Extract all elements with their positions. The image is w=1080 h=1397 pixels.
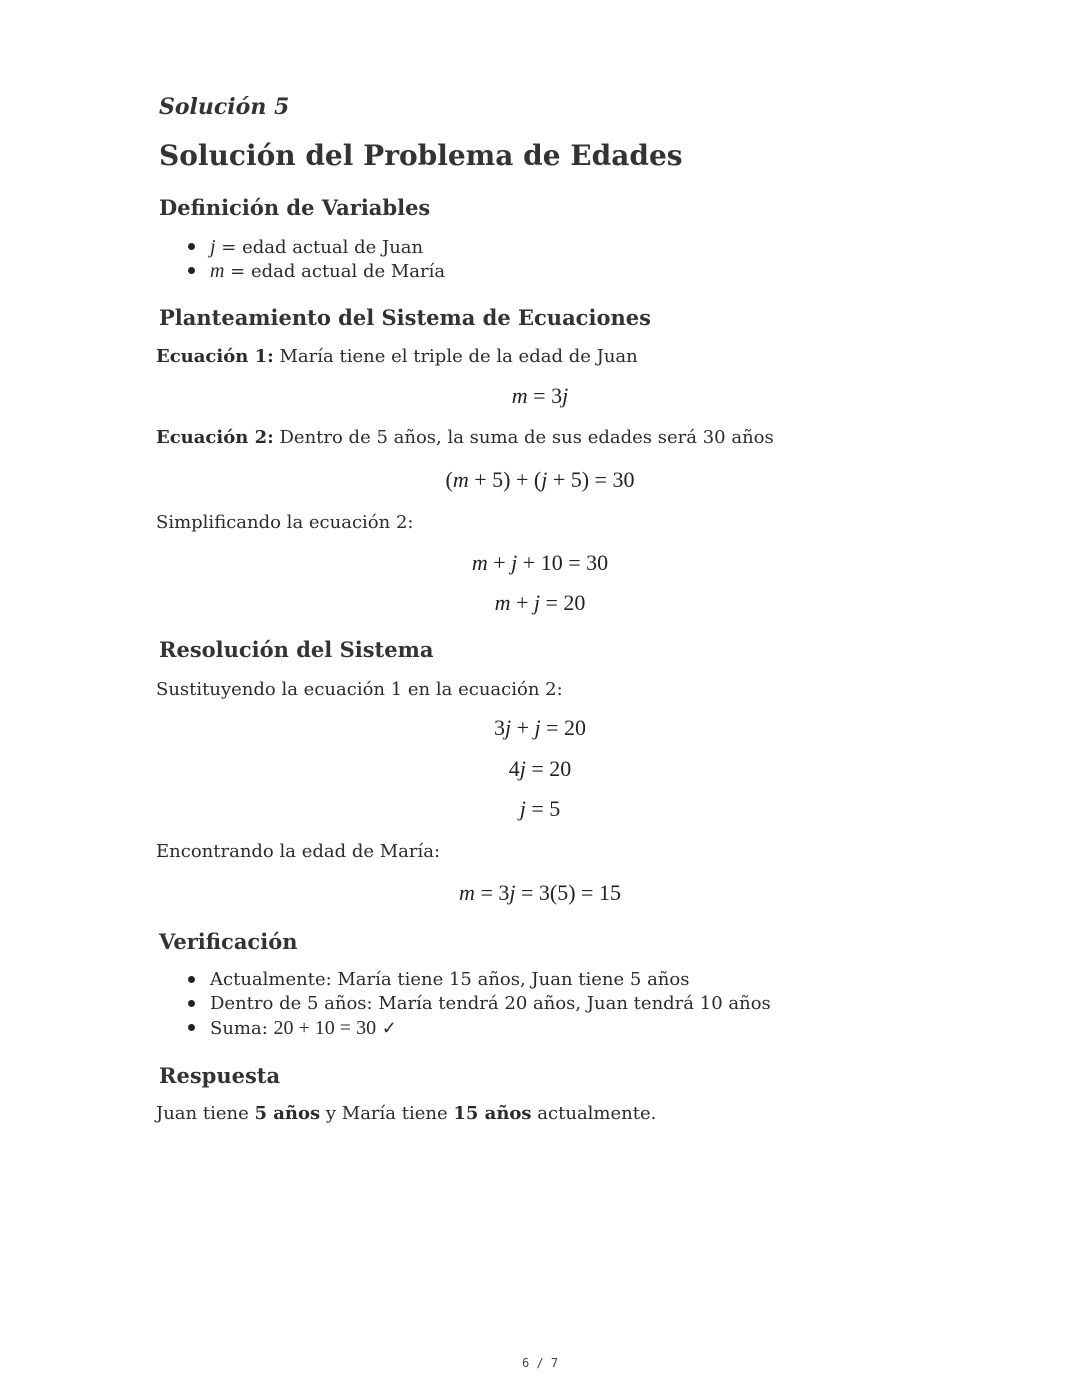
check-icon: ✓ — [376, 1018, 397, 1039]
substitution-text: Sustituyendo la ecuación 1 en la ecuación 2: — [156, 679, 563, 700]
verification-item — [189, 969, 689, 990]
verification-item — [189, 1017, 397, 1040]
resolution-math-2: 4j = 20 — [508, 756, 572, 781]
eq1-math: m = 3j — [511, 383, 569, 408]
answer-bold: 5 años — [254, 1103, 321, 1124]
verification-heading: Verificación — [159, 929, 298, 954]
equation-1-line — [156, 346, 638, 367]
variables-heading: Definición de Variables — [159, 195, 431, 220]
eq2-label: Ecuación 2: — [156, 427, 274, 448]
answer-heading: Respuesta — [159, 1063, 281, 1088]
answer-part: y María tiene — [320, 1103, 454, 1124]
find-age-text: Encontrando la edad de María: — [156, 841, 441, 862]
sum-label: Suma: — [210, 1018, 274, 1039]
simplify-math-2: m + j = 20 — [494, 590, 586, 615]
page-number: 6 / 7 — [521, 1356, 559, 1370]
page-title: Solución del Problema de Edades — [159, 139, 683, 172]
answer-bold: 15 años — [453, 1103, 532, 1124]
var-desc: = edad actual de Juan — [215, 237, 424, 258]
resolution-math-3: j = 5 — [519, 796, 561, 821]
resolution-math-4: m = 3j = 3(5) = 15 — [459, 880, 621, 905]
var-symbol: j — [210, 236, 216, 258]
sum-math: 20 + 10 = 30 — [273, 1017, 377, 1039]
verification-item-text: Actualmente: María tiene 15 años, Juan tiene 5 años — [210, 969, 690, 990]
system-heading: Planteamiento del Sistema de Ecuaciones — [159, 305, 651, 330]
solution-label: Solución 5 — [159, 94, 290, 120]
eq2-text: Dentro de 5 años, la suma de sus edades será 30 años — [273, 427, 774, 448]
bullet-icon — [188, 267, 195, 274]
eq1-label: Ecuación 1: — [156, 346, 274, 367]
equation-2-line — [156, 427, 774, 448]
resolution-math-1: 3j + j = 20 — [493, 715, 587, 740]
resolution-heading: Resolución del Sistema — [159, 637, 434, 662]
var-symbol: m — [210, 260, 225, 282]
simplify-math-1: m + j + 10 = 30 — [471, 550, 609, 575]
eq2-math: (m + 5) + (j + 5) = 30 — [445, 467, 635, 492]
answer-part: actualmente. — [531, 1103, 657, 1124]
verification-item — [189, 993, 771, 1014]
bullet-icon — [188, 243, 195, 250]
bullet-icon — [188, 976, 195, 983]
verification-item-text: Dentro de 5 años: María tendrá 20 años, Juan tendrá 10 años — [210, 993, 771, 1014]
variable-item — [189, 260, 445, 283]
bullet-icon — [188, 1000, 195, 1007]
var-desc: = edad actual de María — [224, 261, 446, 282]
simplify-text: Simplificando la ecuación 2: — [156, 512, 414, 533]
answer-text — [156, 1103, 656, 1124]
bullet-icon — [188, 1024, 195, 1031]
variable-item — [189, 236, 423, 259]
eq1-text: María tiene el triple de la edad de Juan — [273, 346, 638, 367]
answer-part: Juan tiene — [156, 1103, 255, 1124]
